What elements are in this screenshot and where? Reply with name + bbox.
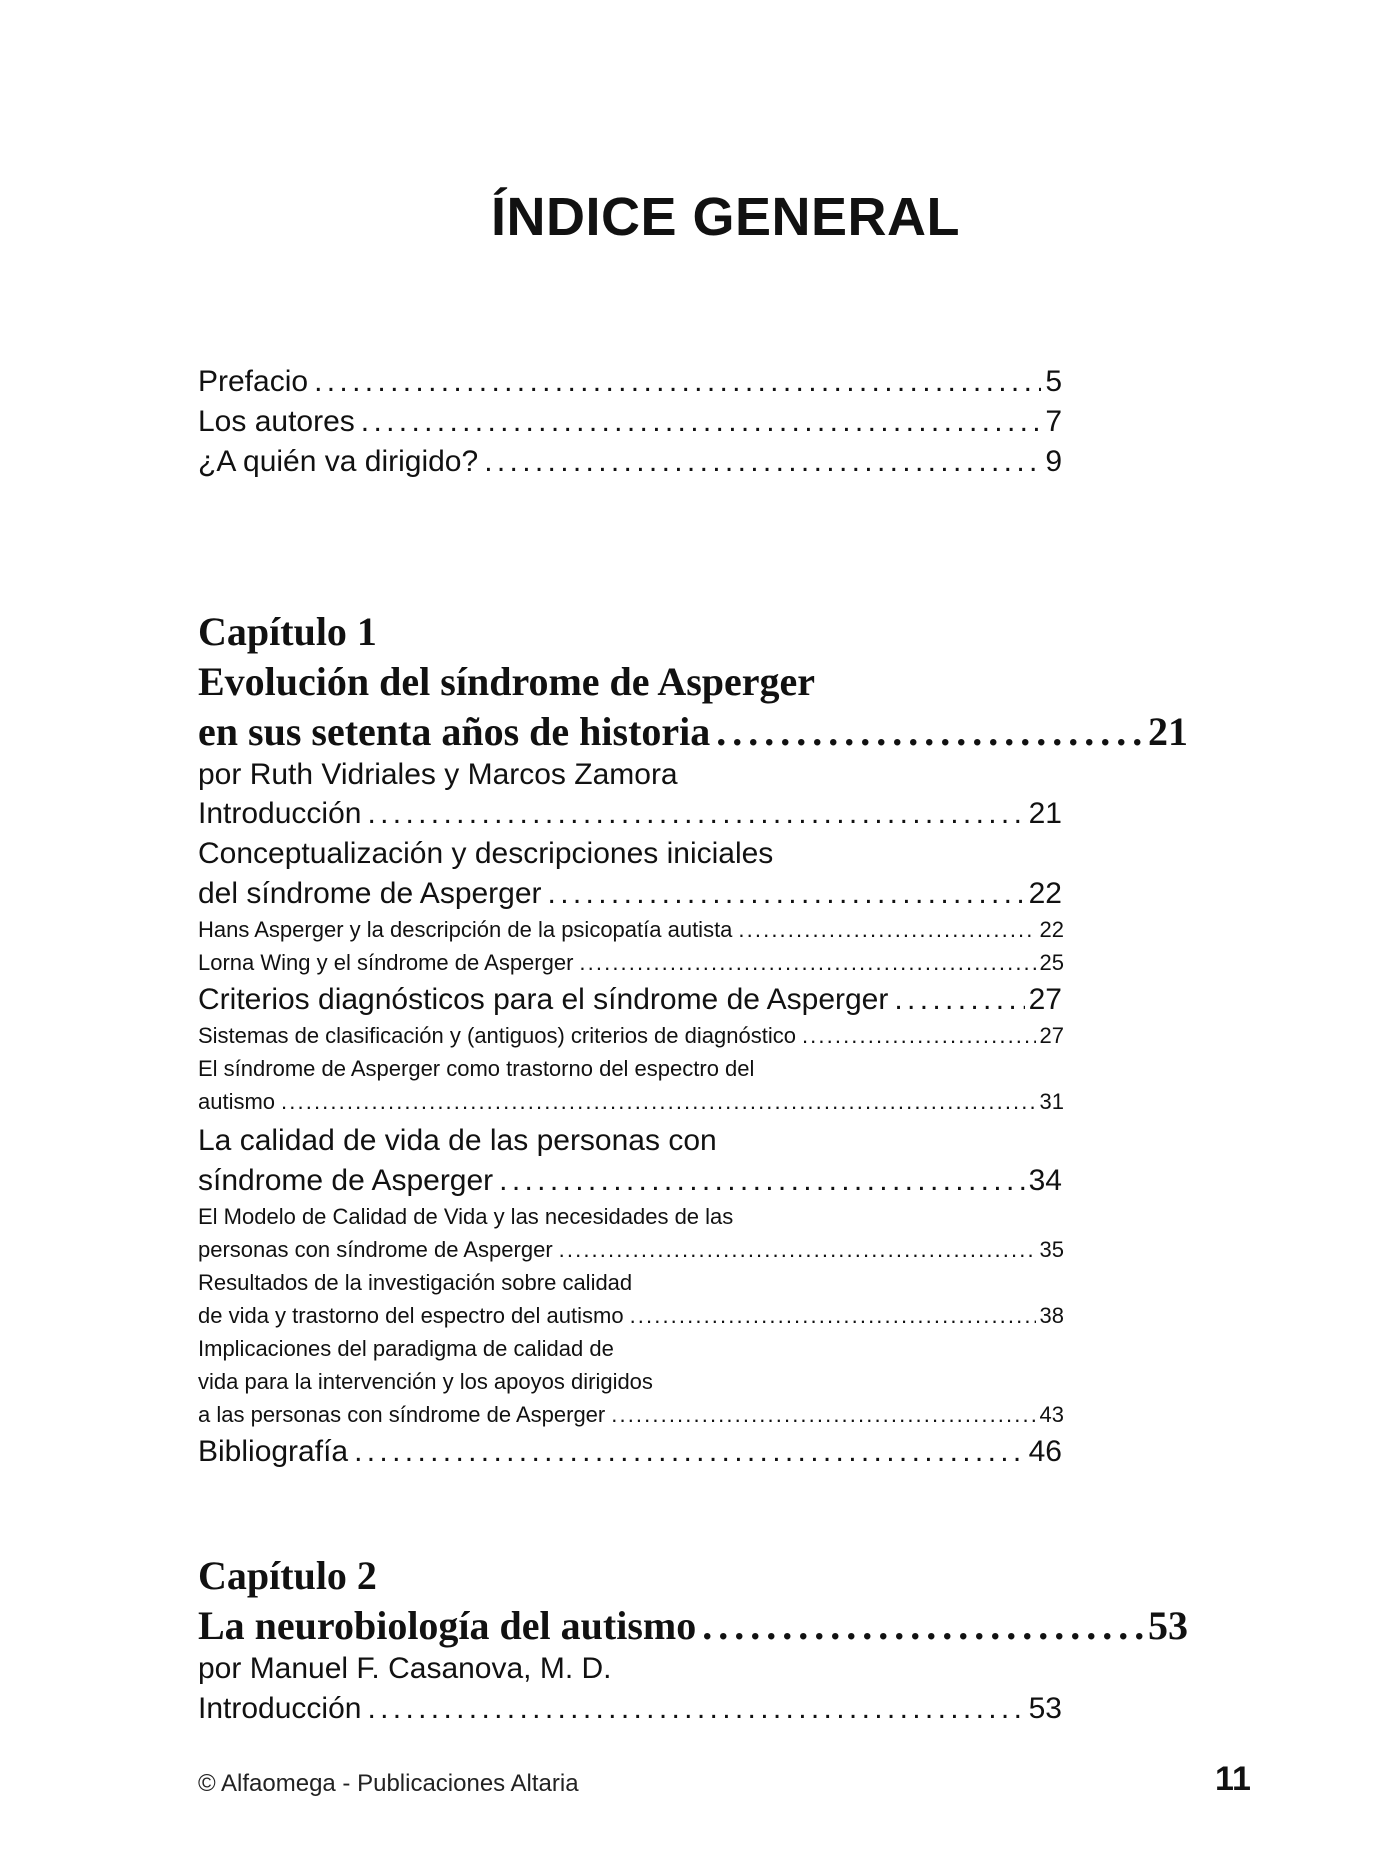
toc-entry-page: 22	[1039, 917, 1064, 942]
toc-entry-label: de vida y trastorno del espectro del autismo	[198, 1303, 624, 1328]
toc-entry-page: 53	[1028, 1692, 1062, 1725]
toc-entry-label: síndrome de Asperger	[198, 1164, 494, 1197]
toc-entry-label: personas con síndrome de Asperger	[198, 1237, 553, 1262]
toc-entry-conceptualizacion-line1: Conceptualización y descripciones iniciales	[198, 837, 774, 870]
toc-entry-page: 38	[1039, 1303, 1064, 1328]
toc-entry-espectro[interactable]	[198, 1089, 1064, 1115]
toc-entry-label: Los autores	[198, 405, 355, 438]
toc-entry-bibliografia[interactable]	[198, 1435, 1062, 1469]
toc-entry-sistemas[interactable]	[198, 1023, 1064, 1049]
page-title: ÍNDICE GENERAL	[490, 187, 961, 247]
toc-entry-label: Lorna Wing y el síndrome de Asperger	[198, 950, 574, 975]
dot-leader	[281, 1089, 1035, 1115]
dot-leader	[367, 1692, 1024, 1726]
toc-entry-page: 9	[1045, 445, 1062, 478]
dot-leader	[559, 1237, 1036, 1263]
toc-entry-label: Hans Asperger y la descripción de la psicopatía autista	[198, 917, 733, 942]
toc-entry-label: Prefacio	[198, 365, 309, 398]
toc-entry-autores[interactable]	[198, 405, 1062, 439]
chapter2-number: Capítulo 2	[198, 1553, 377, 1598]
toc-entry-page: 43	[1039, 1402, 1064, 1427]
toc-entry-label: Introducción	[198, 797, 362, 830]
toc-entry-label: a las personas con síndrome de Asperger	[198, 1402, 606, 1427]
toc-entry-label: del síndrome de Asperger	[198, 877, 542, 910]
dot-leader	[611, 1402, 1035, 1428]
dot-leader	[361, 405, 1042, 439]
chapter1-title-line1: Evolución del síndrome de Asperger	[198, 659, 816, 704]
toc-entry-page: 27	[1039, 1023, 1064, 1048]
chapter2-authors: por Manuel F. Casanova, M. D.	[198, 1652, 612, 1685]
dot-leader	[716, 708, 1144, 755]
chapter2-title: La neurobiología del autismo	[198, 1603, 697, 1648]
dot-leader	[548, 877, 1025, 911]
toc-entry-page: 7	[1045, 405, 1062, 438]
dot-leader	[354, 1435, 1025, 1469]
footer-page-number: 11	[1215, 1760, 1251, 1798]
toc-entry-criterios[interactable]	[198, 983, 1062, 1017]
toc-entry-introduccion-ch2[interactable]	[198, 1692, 1062, 1726]
toc-entry-a-quien[interactable]	[198, 445, 1062, 479]
toc-entry-label: Sistemas de clasificación y (antiguos) criterios de diagnóstico	[198, 1023, 796, 1048]
footer-publisher: © Alfaomega - Publicaciones Altaria	[198, 1770, 579, 1797]
dot-leader	[802, 1023, 1036, 1049]
toc-entry-page: 21	[1028, 797, 1062, 830]
toc-entry-calidad[interactable]	[198, 1164, 1062, 1198]
toc-entry-hans-asperger[interactable]	[198, 917, 1064, 943]
toc-entry-page: 27	[1028, 983, 1062, 1016]
chapter1-number: Capítulo 1	[198, 609, 377, 654]
dot-leader	[484, 445, 1041, 479]
toc-entry-calidad-line1: La calidad de vida de las personas con	[198, 1124, 717, 1157]
dot-leader	[702, 1602, 1144, 1649]
chapter1-title-line2: en sus setenta años de historia	[198, 709, 711, 754]
toc-entry-resultados[interactable]	[198, 1303, 1064, 1329]
chapter1-authors: por Ruth Vidriales y Marcos Zamora	[198, 758, 678, 791]
chapter1-title-entry[interactable]	[198, 708, 1188, 755]
toc-entry-prefacio[interactable]	[198, 365, 1062, 399]
dot-leader	[738, 917, 1035, 943]
toc-entry-label: Introducción	[198, 1692, 362, 1725]
toc-entry-modelo-line1: El Modelo de Calidad de Vida y las necesidades de las	[198, 1204, 734, 1229]
dot-leader	[579, 950, 1035, 976]
toc-entry-page: 5	[1045, 365, 1062, 398]
dot-leader	[367, 797, 1024, 831]
toc-entry-page: 25	[1039, 950, 1064, 975]
toc-entry-introduccion[interactable]	[198, 797, 1062, 831]
toc-entry-implicaciones[interactable]	[198, 1402, 1064, 1428]
toc-entry-espectro-line1: El síndrome de Asperger como trastorno del espectro del	[198, 1056, 755, 1081]
toc-entry-label: ¿A quién va dirigido?	[198, 445, 479, 478]
toc-entry-modelo[interactable]	[198, 1237, 1064, 1263]
toc-entry-label: Bibliografía	[198, 1435, 349, 1468]
toc-entry-conceptualizacion[interactable]	[198, 877, 1062, 911]
dot-leader	[630, 1303, 1036, 1329]
toc-entry-resultados-line1: Resultados de la investigación sobre calidad	[198, 1270, 633, 1295]
toc-entry-implicaciones-line2: vida para la intervención y los apoyos dirigidos	[198, 1369, 653, 1394]
toc-entry-page: 22	[1028, 877, 1062, 910]
chapter2-title-entry[interactable]	[198, 1602, 1188, 1649]
dot-leader	[314, 365, 1041, 399]
toc-entry-label: Criterios diagnósticos para el síndrome de Asperger	[198, 983, 889, 1016]
toc-entry-label: autismo	[198, 1089, 276, 1114]
toc-entry-lorna-wing[interactable]	[198, 950, 1064, 976]
toc-entry-page: 34	[1028, 1164, 1062, 1197]
dot-leader	[499, 1164, 1024, 1198]
toc-entry-implicaciones-line1: Implicaciones del paradigma de calidad de	[198, 1336, 614, 1361]
dot-leader	[894, 983, 1024, 1017]
toc-entry-page: 31	[1039, 1089, 1064, 1114]
chapter1-page: 21	[1148, 709, 1188, 754]
chapter2-page: 53	[1148, 1603, 1188, 1648]
toc-entry-page: 35	[1039, 1237, 1064, 1262]
toc-entry-page: 46	[1028, 1435, 1062, 1468]
